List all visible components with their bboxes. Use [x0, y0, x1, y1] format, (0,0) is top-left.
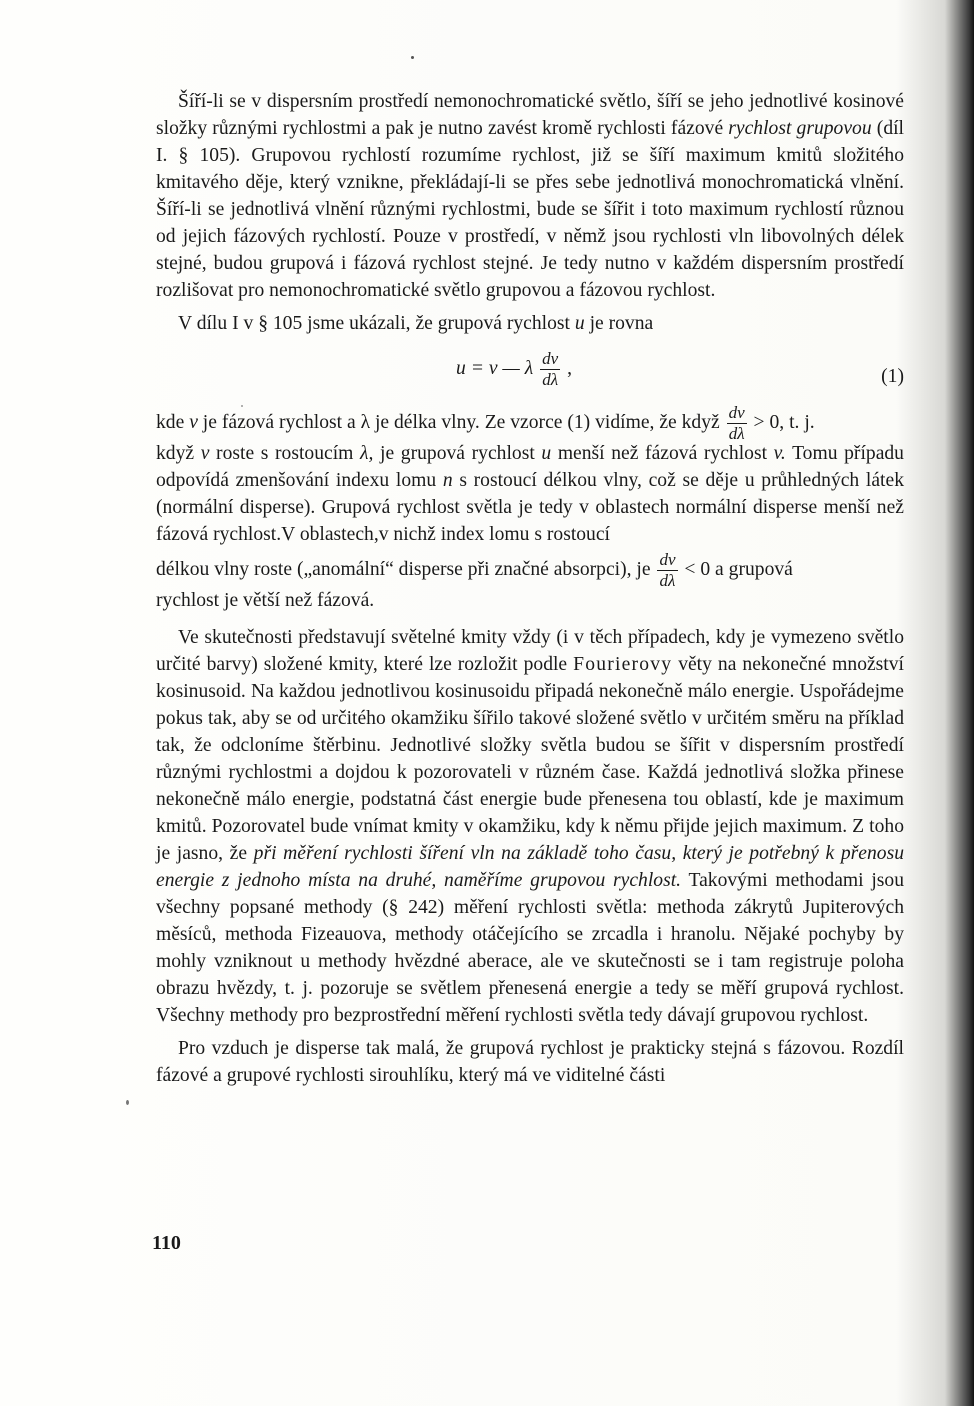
paragraph-3-cont2: délkou vlny roste („anomální“ disperse při značné absorpci), je $\frac{dv}{d\lambda}$ < 0 a grupová	[156, 550, 793, 590]
derivative-fraction: $\frac{dv}{d\lambda}$	[728, 403, 745, 443]
page-body	[156, 88, 904, 1089]
scan-speck	[126, 1100, 129, 1105]
paragraph-3-end: rychlost je větší než fázová.	[156, 590, 375, 611]
equation-1: u = v — λ $\frac{dv}{d\lambda}$ , (1)	[456, 349, 904, 389]
derivative-fraction: $\frac{dv}{d\lambda}$	[542, 349, 559, 389]
paragraph-1: Šíří-li se v dispersním prostředí nemonochromatické světlo, šíří se jeho jednotlivé kosinové složky různými rychlostmi a pak je nutno zavést kromě rychlosti fázové rychlost grupovou (díl I. § 105). Grupovou rychlostí rozumíme rychlost, již se šíří maximum kmitů složitého kmitavého děje, který vznikne, překládají-li se přes sebe jednotlivá monochromatická vlnění. Šíří-li se jednotlivá vlnění různými rychlostmi, bude se šířit i toto maximum rychlostí různou od jejich fázových rychlostí. Pouze v prostředí, v němž jsou rychlosti vln libovolných délek stejné, budou grupová i fázová rychlost stejné. Je tedy nutno v každém dispersním prostředí rozlišovat pro nemonochromatické světlo grupovou a fázovou rychlost.	[156, 91, 904, 301]
scan-speck	[411, 56, 414, 59]
paragraph-5: Pro vzduch je disperse tak malá, že grupová rychlost je prakticky stejná s fázovou. Rozdíl fázové a grupové rychlosti sirouhlíku, který má ve viditelné části	[156, 1038, 904, 1086]
page-number: 110	[152, 1232, 181, 1254]
paragraph-2: V dílu I v § 105 jsme ukázali, že grupová rychlost u je rovna	[178, 313, 654, 334]
paragraph-4: Ve skutečnosti představují světelné kmity vždy (i v těch případech, kdy je vymezeno světlo určité barvy) složené kmity, které lze rozložit podle Fourierovy věty na nekonečné množství kosinusoid. Na každou jednotlivou kosinusoidu připadá nekonečně málo energie. Uspořádejme pokus tak, aby se od určitého okamžiku šířilo takové složené světlo v určitém směru na příklad tak, že odcloníme štěrbinu. Jednotlivé složky světla budou se šířit v dispersním prostředí různými rychlostmi a dojdou k pozorovateli v různém čase. Každá jednotlivá složka přinese nekonečně málo energie, podstatná část energie bude přenesena tou oblastí, kde je maximum kmitů. Pozorovatel bude vnímat kmity v okamžiku, kdy k němu přijde jejich maximum. Z toho je jasno, že při měření rychlosti šíření vln na základě toho času, který je potřebný k přenosu energie z jednoho místa na druhé, naměříme grupovou rychlost. Takovými methodami jsou všechny popsané methody (§ 242) měření rychlosti světla: methoda zákrytů Jupiterových měsíců, methoda Fizeauova, methody otáčejícího se zrcadla i hranolu. Nějaké pochyby by mohly vzniknout u methody hvězdné aberace, ale ve skutečnosti se i tam registruje poloha obrazu hvězdy, t. j. pozoruje se světlem přenesená energie a tedy se měří grupová rychlost. Všechny methody pro bezprostřední měření rychlosti světla tedy dávají grupovou rychlost.	[156, 627, 905, 1026]
equation-number: (1)	[881, 366, 904, 387]
paragraph-3-cont: když v roste s rostoucím λ, je grupová rychlost u menší než fázová rychlost v. Tomu případu odpovídá zmenšování indexu lomu n s rostoucí délkou vlny, což se děje u průhledných látek (normální disperse). Grupová rychlost světla je tedy v oblastech normální disperse menší než fázová rychlost.V oblastech,v nichž index lomu s rostoucí	[156, 443, 904, 545]
derivative-fraction: $\frac{dv}{d\lambda}$	[659, 550, 676, 590]
paragraph-3: kde v je fázová rychlost a λ je délka vlny. Ze vzorce (1) vidíme, že když $\frac{dv}{d\lambda}$ > 0, t. j.	[156, 403, 815, 443]
